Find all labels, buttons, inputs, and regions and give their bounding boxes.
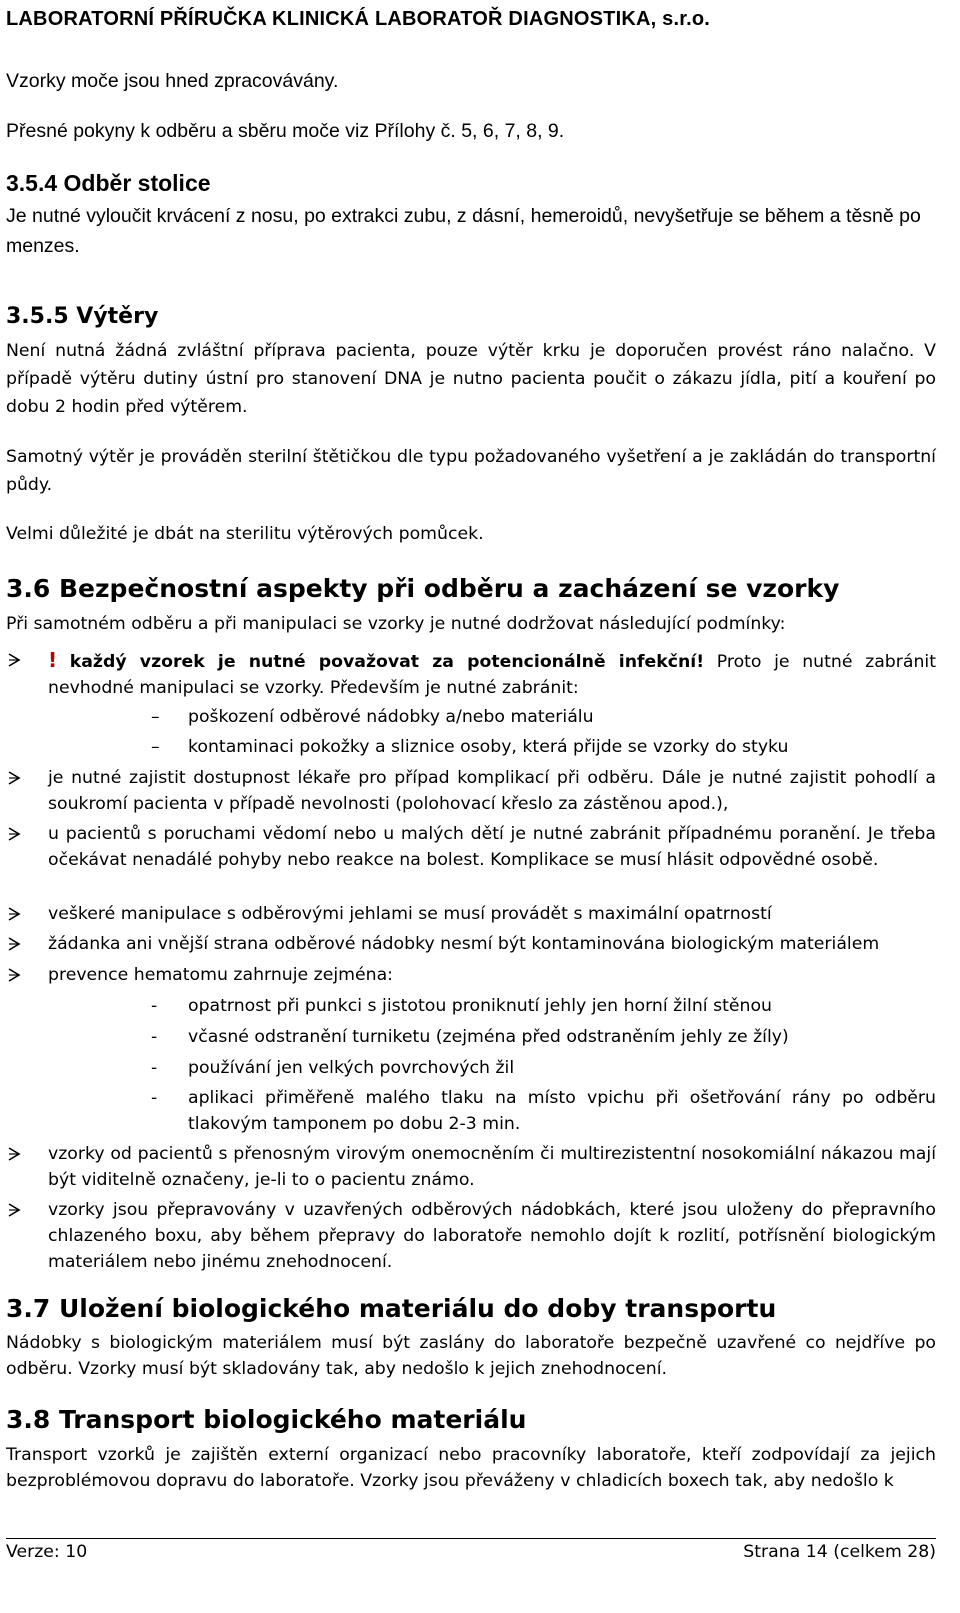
document-page [6,0,936,1613]
heading-3-6: 3.6 Bezpečnostní aspekty při odběru a zacházení se vzorky [6,574,840,603]
paragraph-swabs-1: Není nutná žádná zvláštní příprava pacienta, pouze výtěr krku je doporučen provést ráno nalačno. V případě výtěru dutiny ústní pro stanovení DNA je nutno pacienta poučit o zákazu jídla, pití a kouření po dobu 2 hodin před výtěrem. [6,341,936,417]
list-item-text: žádanka ani vnější strana odběrové nádobky nesmí být kontaminována biologickým materiálem [48,934,880,954]
sub-list-item-text: používání jen velkých povrchových žil [188,1058,515,1078]
dash-marker: - [151,1058,158,1078]
paragraph-stool-collection: Je nutné vyloučit krvácení z nosu, po extrakci zubu, z dásní, hemeroidů, nevyšetřuje se během a těsně po menzes. [6,205,921,257]
list-item-text: veškeré manipulace s odběrovými jehlami se musí provádět s maximální opatrností [48,904,772,924]
list-item [6,962,936,988]
paragraph-urine-processing: Vzorky moče jsou hned zpracovávány. [6,70,339,92]
arrow-bullet-icon [6,1141,26,1167]
dash-marker: - [151,996,158,1016]
list-item [6,901,936,927]
list-item-text: u pacientů s poruchami vědomí nebo u malých dětí je nutné zabránit případnému poranění. Je třeba očekávat nenadálé pohyby nebo reakce na bolest. Komplikace se musí hlásit odpovědné osobě. [48,824,936,870]
list-item [6,931,936,957]
heading-3-8: 3.8 Transport biologického materiálu [6,1405,527,1434]
infectious-warning-text: každý vzorek je nutné považovat za potencionálně infekční! [69,652,705,672]
heading-3-5-4: 3.5.4 Odběr stolice [6,170,211,196]
list-item [6,821,936,873]
arrow-bullet-icon [6,821,26,847]
arrow-bullet-icon [6,901,26,927]
footer-version: Verze: 10 [6,1542,88,1562]
arrow-bullet-icon [6,962,26,988]
list-item-text: Proto je nutné zabránit nevhodné manipulaci se vzorky. Především je nutné zabránit: [48,652,936,698]
sub-list-item-text: opatrnost při punkci s jistotou proniknutí jehly jen horní žilní stěnou [188,996,772,1016]
list-item [6,765,936,817]
arrow-bullet-icon [6,765,26,791]
heading-3-5-5: 3.5.5 Výtěry [6,304,159,329]
paragraph-safety-intro: Při samotném odběru a při manipulaci se vzorky je nutné dodržovat následující podmínky: [6,614,786,634]
paragraph-storage: Nádobky s biologickým materiálem musí být zaslány do laboratoře bezpečně uzavřené co nejdříve po odběru. Vzorky musí být skladovány tak, aby nedošlo k jejich znehodnocení. [6,1333,936,1379]
dash-marker: – [151,737,160,757]
list-item-text: je nutné zajistit dostupnost lékaře pro případ komplikací při odběru. Dále je nutné zajistit pohodlí a soukromí pacienta v případě nevolnosti (polohovací křeslo za zástěnou apod.), [48,768,936,814]
sub-list-item-text: včasné odstranění turniketu (zejména před odstraněním jehly ze žíly) [188,1027,789,1047]
paragraph-urine-instructions: Přesné pokyny k odběru a sběru moče viz Přílohy č. 5, 6, 7, 8, 9. [6,120,565,142]
arrow-bullet-icon [6,931,26,957]
sub-list-item-text: aplikaci přiměřeně malého tlaku na místo vpichu při ošetřování rány po odběru tlakovým tamponem po dobu 2-3 min. [188,1088,936,1134]
dash-marker: - [151,1088,158,1108]
paragraph-transport: Transport vzorků je zajištěn externí organizací nebo pracovníky laboratoře, kteří zodpovídají za jejich bezproblémovou dopravu do laboratoře. Vzorky jsou převáženy v chladicích boxech tak, aby nedošlo k [6,1445,936,1491]
dash-marker: – [151,707,160,727]
arrow-bullet-icon [6,647,26,673]
heading-3-7: 3.7 Uložení biologického materiálu do doby transportu [6,1294,777,1323]
footer-page-number: Strana 14 (celkem 28) [743,1542,936,1562]
list-item-text: vzorky jsou přepravovány v uzavřených odběrových nádobkách, které jsou uloženy do přepravního chlazeného boxu, aby během přepravy do laboratoře nemohlo dojít k rozlití, potřísnění biologickým materiálem nebo jinému znehodnocení. [48,1200,936,1272]
document-header: LABORATORNÍ PŘÍRUČKA KLINICKÁ LABORATOŘ DIAGNOSTIKA, s.r.o. [6,8,711,30]
sub-list-item-text: kontaminaci pokožky a sliznice osoby, která přijde se vzorky do styku [188,737,789,757]
dash-marker: - [151,1027,158,1047]
warning-icon: ! [48,648,58,672]
list-item-text: vzorky od pacientů s přenosným virovým onemocněním či multirezistentní nosokomiální nákazou mají být viditelně označeny, je-li to o pacientu známo. [48,1144,936,1190]
arrow-bullet-icon [6,1197,26,1223]
paragraph-swabs-2: Samotný výtěr je prováděn sterilní štětičkou dle typu požadovaného vyšetření a je zakládán do transportní půdy. [6,447,936,495]
list-item [6,1197,936,1275]
list-item [6,1141,936,1193]
list-item [6,647,936,701]
paragraph-swabs-3: Velmi důležité je dbát na sterilitu výtěrových pomůcek. [6,524,484,544]
footer-divider [6,1538,936,1539]
sub-list-item-text: poškození odběrové nádobky a/nebo materiálu [188,707,594,727]
list-item-text: prevence hematomu zahrnuje zejména: [48,965,393,985]
